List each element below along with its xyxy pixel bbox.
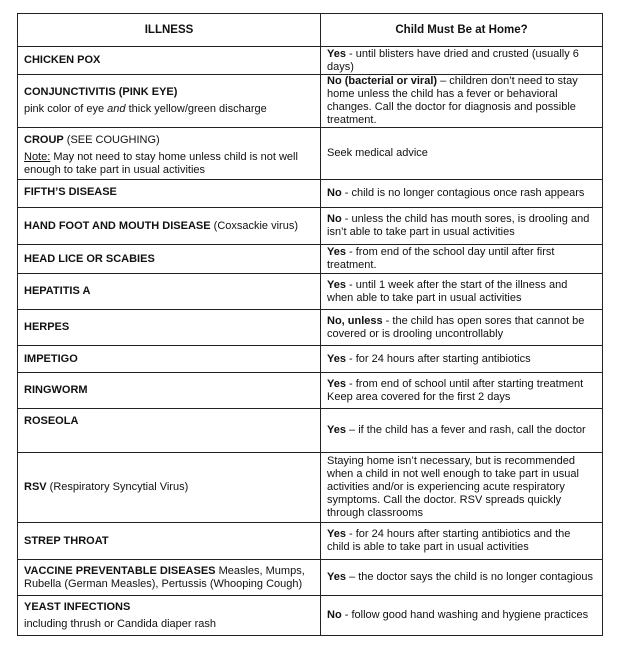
table-row bbox=[18, 373, 603, 409]
illness-name-rest: (Respiratory Syncytial Virus) bbox=[46, 481, 189, 493]
home-cell bbox=[321, 128, 603, 180]
illness-name-rest: Measles, Mumps, Rubella (German Measles), Pertussis (Whooping Cough) bbox=[24, 564, 305, 590]
illness-note-label: Note: bbox=[24, 151, 51, 163]
home-cell bbox=[321, 523, 603, 560]
home-verdict: Yes bbox=[327, 47, 346, 60]
illness-note-text: thick yellow/green discharge bbox=[125, 103, 267, 115]
table-row bbox=[18, 310, 603, 346]
illness-name: STREP THROAT bbox=[24, 534, 109, 547]
home-detail: Staying home isn’t necessary, but is recommended when a child in not well enough to take part in usual activities and/or is experiencing acute respiratory symptoms. Call the doctor. RSV spreads quickly through classrooms bbox=[327, 455, 579, 519]
illness-name: HAND FOOT AND MOUTH DISEASE bbox=[24, 219, 211, 232]
table-row bbox=[18, 596, 603, 636]
illness-name: HEPATITIS A bbox=[24, 285, 91, 297]
home-cell bbox=[321, 310, 603, 346]
illness-cell bbox=[18, 523, 321, 560]
illness-cell bbox=[18, 274, 321, 310]
home-detail: - child is no longer contagious once rash appears bbox=[341, 187, 585, 199]
home-cell bbox=[321, 409, 603, 453]
illness-name: YEAST INFECTIONS bbox=[24, 600, 131, 613]
table-row bbox=[18, 180, 603, 208]
home-detail: - follow good hand washing and hygiene practices bbox=[341, 609, 589, 621]
home-detail: - until 1 week after the start of the illness and when able to take part in usual activities bbox=[327, 278, 568, 304]
home-verdict: Yes bbox=[327, 377, 346, 390]
illness-note-text: pink color of eye bbox=[24, 103, 108, 115]
home-detail: - until blisters have dried and crusted (usually 6 days) bbox=[327, 47, 579, 73]
illness-cell bbox=[18, 560, 321, 596]
illness-note bbox=[24, 103, 314, 116]
illness-cell bbox=[18, 346, 321, 373]
home-cell bbox=[321, 274, 603, 310]
illness-name: RSV bbox=[24, 481, 47, 493]
illness-note: including thrush or Candida diaper rash bbox=[24, 617, 217, 630]
home-verdict: Yes bbox=[327, 278, 346, 291]
illness-name: FIFTH’S DISEASE bbox=[24, 186, 117, 198]
home-verdict: Yes bbox=[327, 246, 346, 258]
illness-cell bbox=[18, 47, 321, 75]
illness-cell bbox=[18, 208, 321, 245]
home-cell bbox=[321, 245, 603, 274]
home-detail: - unless the child has mouth sores, is drooling and isn’t able to take part in usual activities bbox=[327, 213, 590, 238]
home-cell bbox=[321, 47, 603, 75]
table-row bbox=[18, 346, 603, 373]
header-illness: ILLNESS bbox=[18, 14, 321, 47]
illness-name: ROSEOLA bbox=[24, 415, 79, 427]
header-child-at-home: Child Must Be at Home? bbox=[321, 14, 603, 47]
illness-cell bbox=[18, 75, 321, 128]
illness-cell bbox=[18, 453, 321, 523]
illness-name: CONJUNCTIVITIS (PINK EYE) bbox=[24, 86, 178, 98]
home-verdict: Yes bbox=[327, 424, 346, 436]
home-cell bbox=[321, 346, 603, 373]
home-verdict: No bbox=[327, 213, 342, 225]
illness-name: RINGWORM bbox=[24, 384, 88, 396]
table-row bbox=[18, 409, 603, 453]
home-cell bbox=[321, 453, 603, 523]
illness-note-text: May not need to stay home unless child is not well enough to take part in usual activities bbox=[24, 151, 298, 176]
illness-name: CHICKEN POX bbox=[24, 54, 101, 66]
illness-cell bbox=[18, 373, 321, 409]
illness-cell bbox=[18, 310, 321, 346]
illness-name: HEAD LICE OR SCABIES bbox=[24, 252, 155, 265]
home-cell bbox=[321, 208, 603, 245]
illness-cell bbox=[18, 596, 321, 636]
illness-name-rest: (SEE COUGHING) bbox=[63, 134, 160, 146]
home-detail: – children don’t need to stay home unless the child has a fever or behavioral changes. Call the doctor for diagnosis and possible treatment. bbox=[327, 75, 578, 126]
illness-cell bbox=[18, 180, 321, 208]
home-cell bbox=[321, 560, 603, 596]
home-cell bbox=[321, 180, 603, 208]
home-detail: Seek medical advice bbox=[327, 147, 428, 159]
table-row bbox=[18, 47, 603, 75]
home-verdict: Yes bbox=[327, 528, 346, 540]
illness-name: HERPES bbox=[24, 321, 70, 333]
home-cell bbox=[321, 373, 603, 409]
illness-cell bbox=[18, 409, 321, 453]
table-row bbox=[18, 453, 603, 523]
home-cell bbox=[321, 75, 603, 128]
illness-cell bbox=[18, 245, 321, 274]
illness-name: VACCINE PREVENTABLE DISEASES bbox=[24, 564, 216, 577]
table-row bbox=[18, 274, 603, 310]
table-row bbox=[18, 245, 603, 274]
table-row bbox=[18, 208, 603, 245]
illness-name: IMPETIGO bbox=[24, 352, 78, 365]
illness-name-rest: (Coxsackie virus) bbox=[210, 219, 298, 232]
illness-note-emphasis: and bbox=[107, 103, 126, 115]
home-verdict: No, unless bbox=[327, 314, 383, 327]
illness-name: CROUP bbox=[24, 134, 64, 146]
home-verdict: No bbox=[327, 187, 342, 199]
home-verdict: No (bacterial or viral) bbox=[327, 75, 438, 87]
table-header-row bbox=[18, 14, 603, 47]
illness-note bbox=[24, 151, 314, 177]
home-detail: - the child has open sores that cannot be covered or is drooling uncontrollably bbox=[327, 314, 585, 340]
illness-table-container bbox=[17, 13, 602, 636]
home-verdict: Yes bbox=[327, 352, 346, 365]
home-detail: - for 24 hours after starting antibiotics bbox=[345, 352, 531, 365]
home-verdict: No bbox=[327, 609, 342, 621]
home-detail: - for 24 hours after starting antibiotics and the child is able to take part in usual activities bbox=[327, 528, 571, 553]
illness-exclusion-table bbox=[17, 13, 603, 636]
table-row bbox=[18, 75, 603, 128]
table-row bbox=[18, 523, 603, 560]
home-detail: - from end of the school day until after first treatment. bbox=[327, 246, 555, 271]
home-cell bbox=[321, 596, 603, 636]
table-row bbox=[18, 560, 603, 596]
home-detail: – the doctor says the child is no longer contagious bbox=[345, 571, 594, 583]
home-detail: – if the child has a fever and rash, call the doctor bbox=[345, 424, 586, 436]
home-verdict: Yes bbox=[327, 571, 346, 583]
illness-cell bbox=[18, 128, 321, 180]
table-row bbox=[18, 128, 603, 180]
home-detail: - from end of school until after starting treatment Keep area covered for the first 2 days bbox=[327, 377, 584, 403]
